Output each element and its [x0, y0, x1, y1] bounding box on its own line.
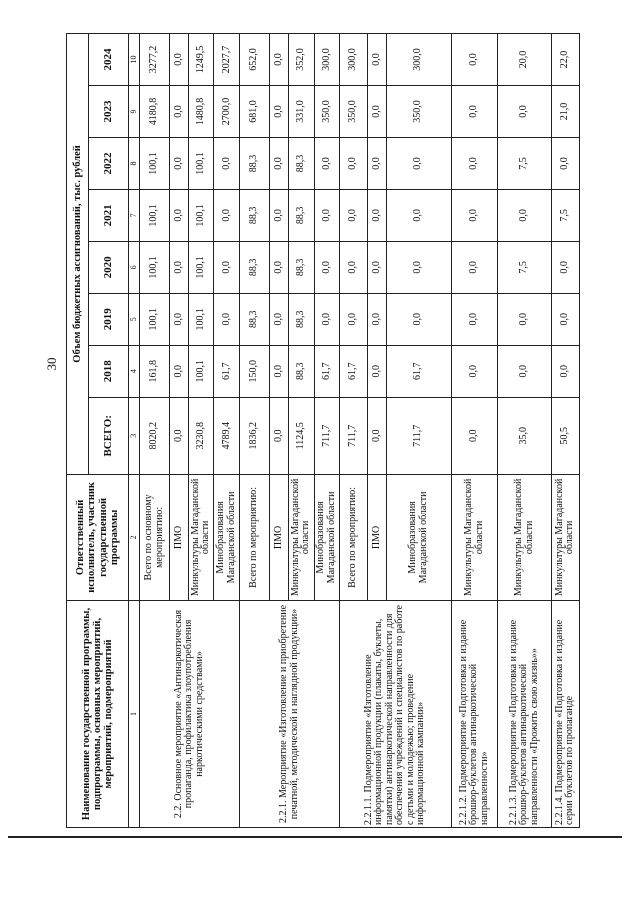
row-value: 0,0 — [451, 345, 498, 397]
row-value: 2027,7 — [214, 34, 240, 86]
row-value: 100,1 — [140, 241, 170, 293]
row-value: 100,1 — [140, 189, 170, 241]
header-total: ВСЕГО: — [89, 397, 129, 474]
column-number: 9 — [129, 86, 140, 138]
row-value: 0,0 — [214, 189, 240, 241]
row-value: 61,7 — [340, 345, 368, 397]
row-executor: Минкультуры Магаданской области — [451, 474, 498, 600]
row-value: 352,0 — [288, 34, 314, 86]
scan-edge-line — [8, 836, 622, 838]
table-body — [140, 34, 580, 828]
row-value: 100,1 — [188, 293, 214, 345]
row-value: 0,0 — [314, 293, 340, 345]
row-value: 88,3 — [240, 189, 270, 241]
row-executor: Минкультуры Магаданской области — [288, 474, 314, 600]
row-value: 22,0 — [551, 34, 579, 86]
row-value: 0,0 — [451, 293, 498, 345]
row-total: 8020,2 — [140, 397, 170, 474]
row-executor: Минкультуры Магаданской области — [498, 474, 552, 600]
row-value: 652,0 — [240, 34, 270, 86]
row-executor: Минкультуры Магаданской области — [188, 474, 214, 600]
row-total: 711,7 — [340, 397, 368, 474]
row-value: 88,3 — [240, 293, 270, 345]
row-value: 21,0 — [551, 86, 579, 138]
row-value: 0,0 — [368, 241, 387, 293]
row-value: 88,3 — [288, 345, 314, 397]
row-value: 0,0 — [498, 86, 552, 138]
header-budget: Объем бюджетных ассигнований, тыс. рублей — [67, 34, 89, 475]
row-value: 161,8 — [140, 345, 170, 397]
row-value: 88,3 — [288, 137, 314, 189]
row-value: 0,0 — [170, 86, 189, 138]
row-value: 2700,0 — [214, 86, 240, 138]
row-total: 3230,8 — [188, 397, 214, 474]
table-row — [451, 34, 498, 828]
row-executor: Всего по мероприятию: — [240, 474, 270, 600]
table-row — [240, 34, 270, 828]
row-value: 0,0 — [270, 34, 289, 86]
row-total: 1836,2 — [240, 397, 270, 474]
row-value: 350,0 — [386, 86, 451, 138]
row-value: 61,7 — [314, 345, 340, 397]
rotated-table-container — [66, 33, 580, 828]
row-value: 0,0 — [451, 137, 498, 189]
row-value: 150,0 — [240, 345, 270, 397]
row-total: 0,0 — [170, 397, 189, 474]
row-total: 711,7 — [386, 397, 451, 474]
row-value: 0,0 — [368, 293, 387, 345]
row-value: 0,0 — [314, 137, 340, 189]
row-value: 0,0 — [551, 241, 579, 293]
row-value: 61,7 — [214, 345, 240, 397]
row-value: 7,5 — [498, 241, 552, 293]
row-total: 0,0 — [270, 397, 289, 474]
header-year: 2022 — [89, 137, 129, 189]
header-year: 2021 — [89, 189, 129, 241]
row-value: 0,0 — [340, 241, 368, 293]
row-value: 350,0 — [340, 86, 368, 138]
column-number: 4 — [129, 345, 140, 397]
row-value: 0,0 — [386, 241, 451, 293]
row-total: 1124,5 — [288, 397, 314, 474]
row-value: 331,0 — [288, 86, 314, 138]
row-value: 0,0 — [386, 293, 451, 345]
row-total: 35,0 — [498, 397, 552, 474]
header-year: 2018 — [89, 345, 129, 397]
row-value: 0,0 — [340, 137, 368, 189]
column-number: 2 — [129, 474, 140, 600]
row-value: 0,0 — [451, 241, 498, 293]
row-total: 0,0 — [451, 397, 498, 474]
header-executor: Ответственный исполнитель, участник государственной программы — [67, 474, 129, 600]
row-value: 0,0 — [498, 293, 552, 345]
row-total: 50,5 — [551, 397, 579, 474]
row-total: 711,7 — [314, 397, 340, 474]
row-value: 0,0 — [170, 293, 189, 345]
row-value: 0,0 — [368, 86, 387, 138]
row-value: 7,5 — [551, 189, 579, 241]
row-executor: Минобразования Магаданской области — [314, 474, 340, 600]
row-name: 2.2.1.1. Подмероприятие «Изготовление информационной продукции (плакаты, буклеты, памятки) антинаркотической направленности для обеспечения учреждений и специалистов по работе с детьми и молодежью; проведение информационной кампании» — [340, 600, 452, 827]
row-value: 0,0 — [270, 189, 289, 241]
row-value: 100,1 — [188, 189, 214, 241]
row-executor: ПМО — [368, 474, 387, 600]
row-value: 0,0 — [270, 86, 289, 138]
row-value: 0,0 — [551, 293, 579, 345]
header-year: 2019 — [89, 293, 129, 345]
row-value: 0,0 — [170, 241, 189, 293]
row-value: 0,0 — [270, 137, 289, 189]
row-value: 0,0 — [314, 241, 340, 293]
row-value: 0,0 — [368, 34, 387, 86]
row-executor: Всего по основному мероприятию: — [140, 474, 170, 600]
header-year: 2023 — [89, 86, 129, 138]
document-sheet — [66, 33, 580, 828]
row-value: 100,1 — [188, 345, 214, 397]
row-value: 0,0 — [214, 293, 240, 345]
row-value: 0,0 — [551, 137, 579, 189]
header-name: Наименование государственной программы, подпрограммы, основных мероприятий, мероприятий, подмероприятий — [67, 600, 129, 827]
row-value: 0,0 — [340, 189, 368, 241]
header-year: 2024 — [89, 34, 129, 86]
budget-table — [66, 33, 580, 828]
column-number: 8 — [129, 137, 140, 189]
row-executor: Всего по мероприятию: — [340, 474, 368, 600]
row-value: 1249,5 — [188, 34, 214, 86]
column-number: 7 — [129, 189, 140, 241]
row-value: 20,0 — [498, 34, 552, 86]
row-value: 300,0 — [314, 34, 340, 86]
column-number: 3 — [129, 397, 140, 474]
column-number: 1 — [129, 600, 140, 827]
row-value: 0,0 — [368, 137, 387, 189]
table-row — [551, 34, 579, 828]
row-value: 0,0 — [386, 137, 451, 189]
row-value: 0,0 — [386, 189, 451, 241]
header-year: 2020 — [89, 241, 129, 293]
row-executor: ПМО — [270, 474, 289, 600]
row-name: 2.2.1.3. Подмероприятие «Подготовка и издание брошюр-буклетов антинаркотической направленности «Прожить свою жизнь»» — [498, 600, 552, 827]
row-value: 1480,8 — [188, 86, 214, 138]
column-number: 10 — [129, 34, 140, 86]
page-number: 30 — [44, 357, 59, 371]
row-value: 0,0 — [451, 189, 498, 241]
row-value: 0,0 — [368, 345, 387, 397]
table-row — [498, 34, 552, 828]
row-name: 2.2.1.2. Подмероприятие «Подготовка и издание брошюр-буклетов антинаркотической направленности» — [451, 600, 498, 827]
row-value: 100,1 — [140, 137, 170, 189]
row-value: 0,0 — [451, 34, 498, 86]
row-value: 0,0 — [314, 189, 340, 241]
row-value: 88,3 — [240, 137, 270, 189]
row-value: 0,0 — [451, 86, 498, 138]
row-value: 88,3 — [288, 293, 314, 345]
row-value: 88,3 — [288, 189, 314, 241]
column-number: 5 — [129, 293, 140, 345]
row-value: 300,0 — [386, 34, 451, 86]
row-value: 681,0 — [240, 86, 270, 138]
row-value: 0,0 — [170, 189, 189, 241]
row-total: 4789,4 — [214, 397, 240, 474]
row-name: 2.2.1.4. Подмероприятие «Подготовка и издание серии буклетов по пропаганде — [551, 600, 579, 827]
row-value: 300,0 — [340, 34, 368, 86]
row-executor: Минкультуры Магаданской области — [551, 474, 579, 600]
row-value: 0,0 — [214, 137, 240, 189]
table-row — [340, 34, 368, 828]
row-value: 61,7 — [386, 345, 451, 397]
row-value: 100,1 — [140, 293, 170, 345]
row-executor: ПМО — [170, 474, 189, 600]
row-value: 0,0 — [270, 241, 289, 293]
row-value: 100,1 — [188, 137, 214, 189]
row-name: 2.2.1. Мероприятие «Изготовление и приобретение печатной, методической и наглядной продукции» — [240, 600, 340, 827]
row-value: 0,0 — [170, 345, 189, 397]
row-value: 0,0 — [498, 345, 552, 397]
row-executor: Минобразования Магаданской области — [214, 474, 240, 600]
row-value: 0,0 — [498, 189, 552, 241]
row-value: 3277,2 — [140, 34, 170, 86]
row-total: 0,0 — [368, 397, 387, 474]
row-value: 0,0 — [340, 293, 368, 345]
row-value: 350,0 — [314, 86, 340, 138]
row-value: 7,5 — [498, 137, 552, 189]
row-value: 0,0 — [270, 293, 289, 345]
row-value: 0,0 — [270, 345, 289, 397]
row-value: 0,0 — [170, 34, 189, 86]
row-value: 88,3 — [288, 241, 314, 293]
table-row — [140, 34, 170, 828]
row-value: 100,1 — [188, 241, 214, 293]
row-value: 0,0 — [214, 241, 240, 293]
row-value: 0,0 — [170, 137, 189, 189]
row-value: 0,0 — [368, 189, 387, 241]
row-executor: Минобразования Магаданской области — [386, 474, 451, 600]
row-value: 4180,8 — [140, 86, 170, 138]
column-number: 6 — [129, 241, 140, 293]
row-value: 88,3 — [240, 241, 270, 293]
row-name: 2.2. Основное мероприятие «Антинаркотическая пропаганда, профилактика злоупотребления наркотическими средствами» — [140, 600, 240, 827]
row-value: 0,0 — [551, 345, 579, 397]
